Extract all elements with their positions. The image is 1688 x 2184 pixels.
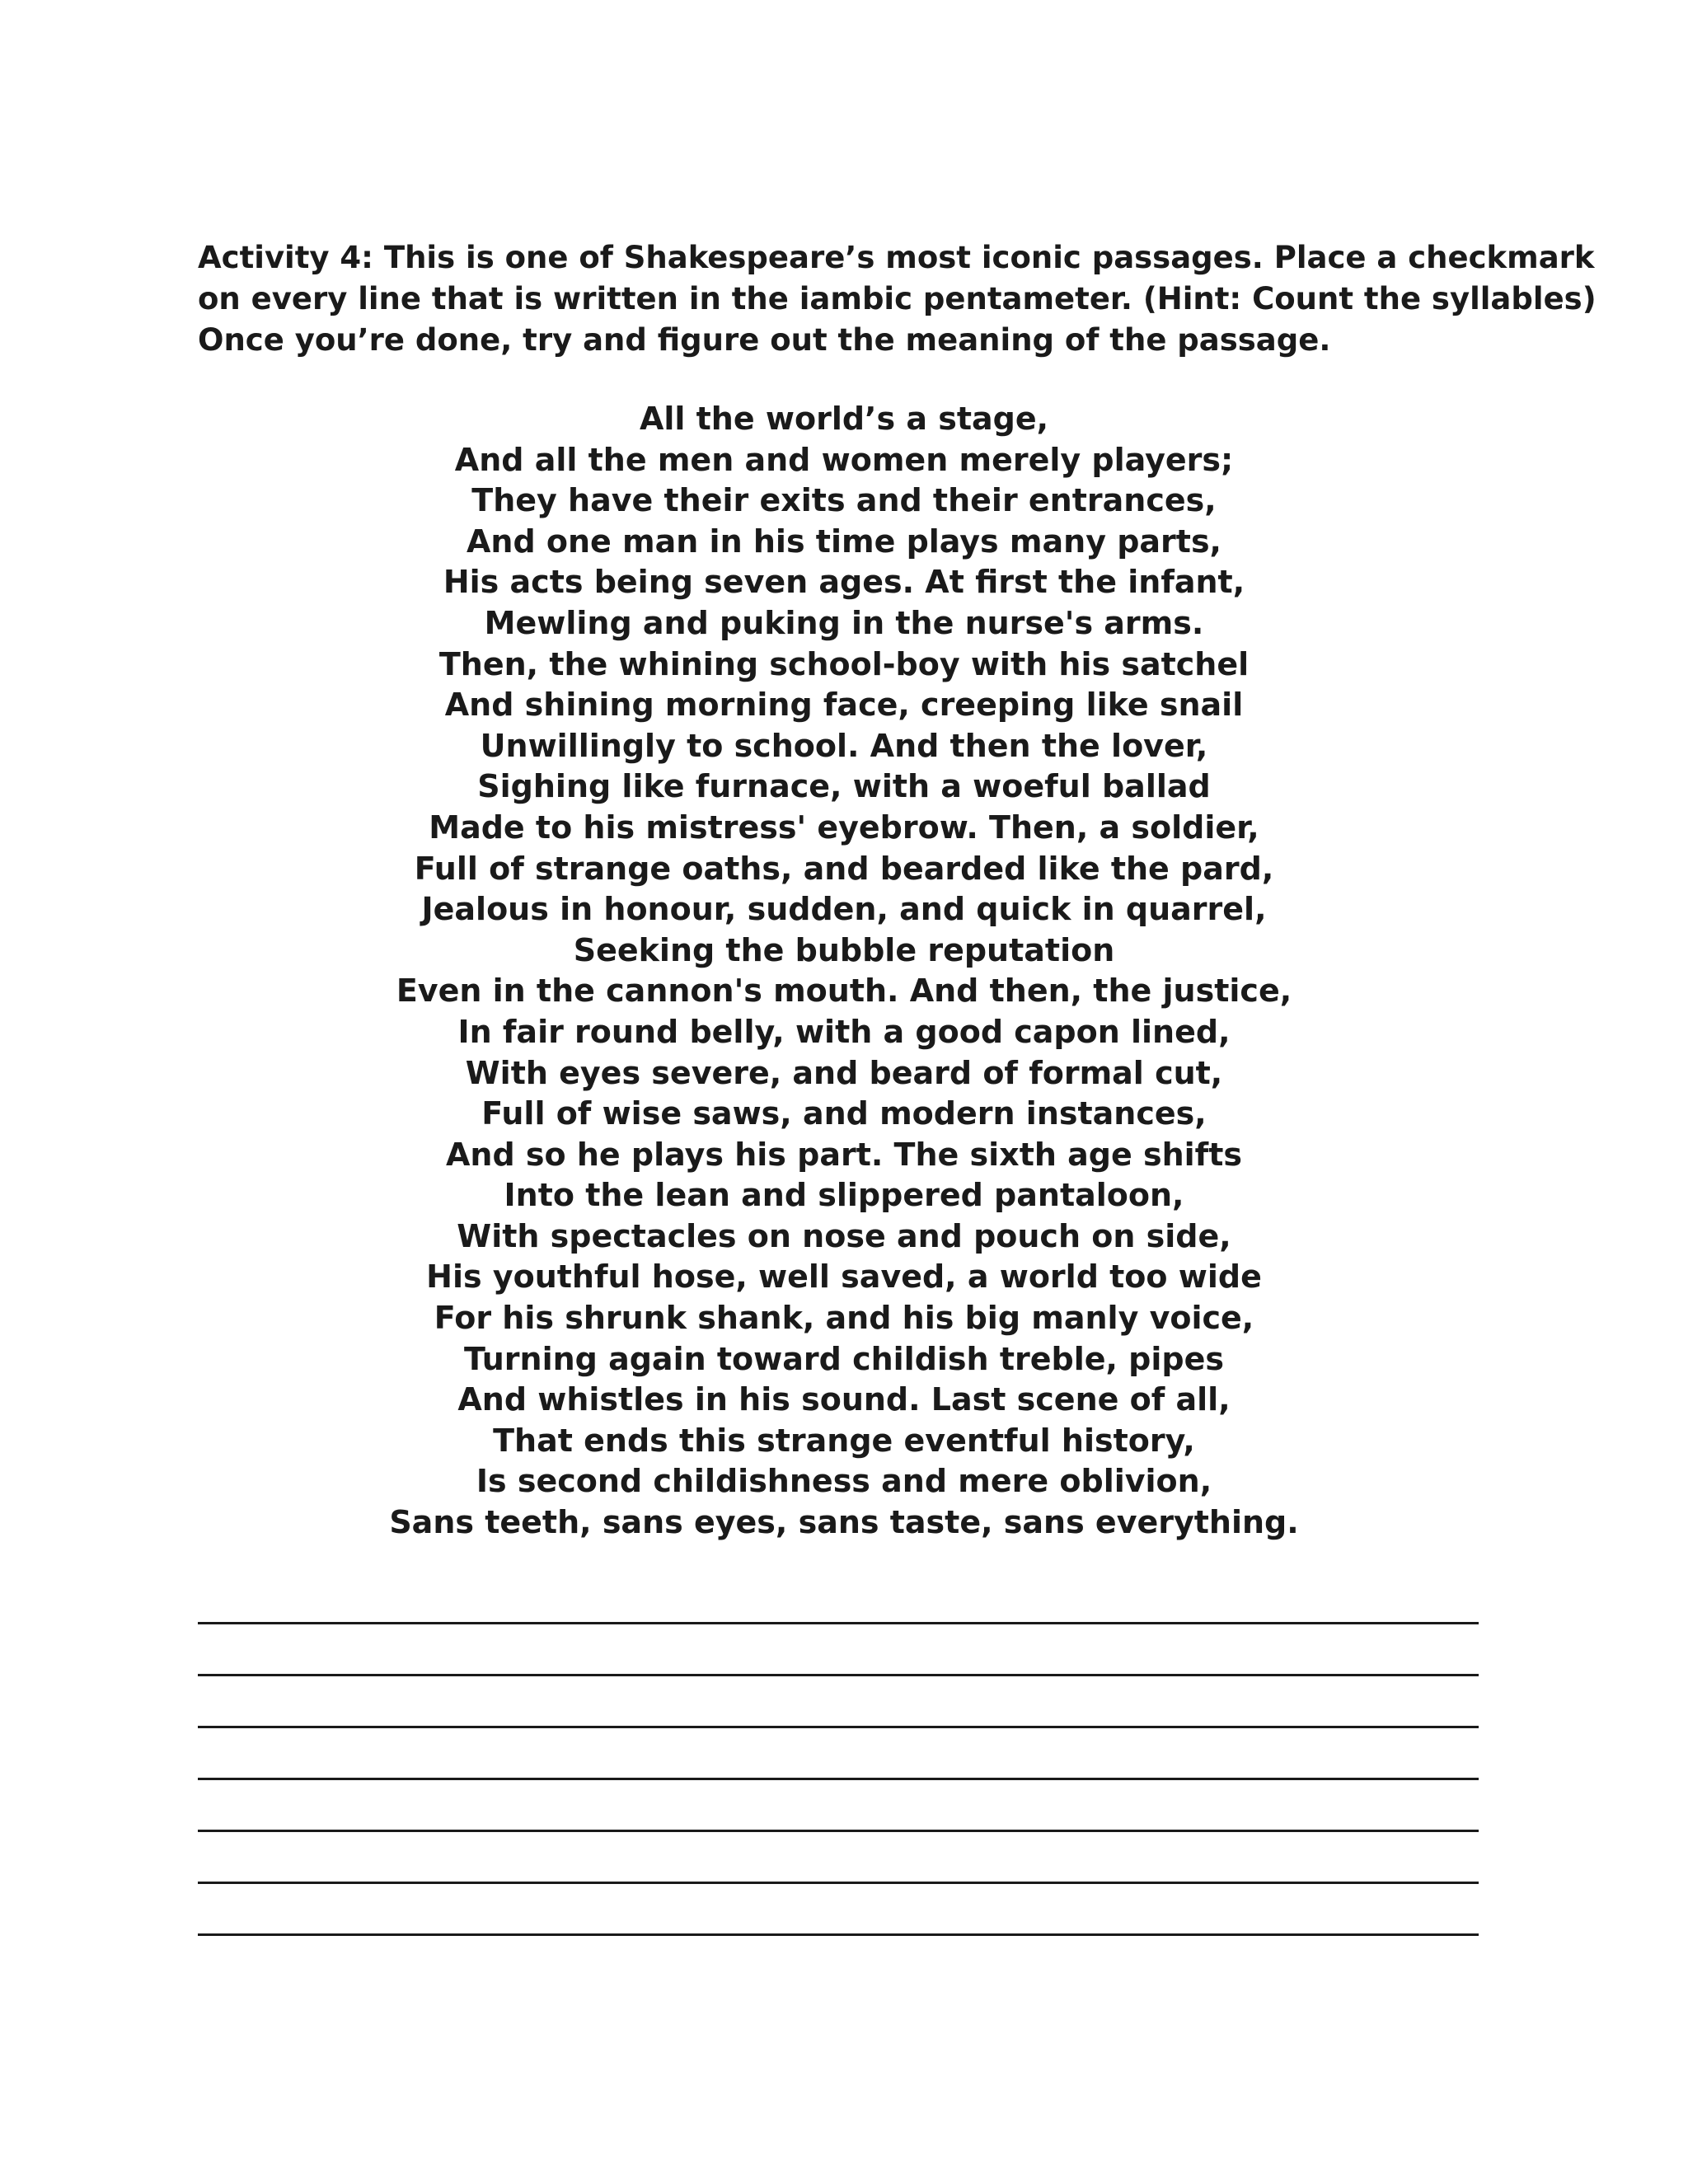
writing-line[interactable] xyxy=(198,1726,1479,1728)
poem-line: They have their exits and their entrances, xyxy=(471,482,1217,519)
instruction-line: Activity 4: This is one of Shakespeare’s most iconic passages. Place a checkmark xyxy=(198,240,1595,275)
writing-line[interactable] xyxy=(198,1622,1479,1624)
instruction-line: on every line that is written in the iambic pentameter. (Hint: Count the syllables) xyxy=(198,281,1597,316)
poem-line: That ends this strange eventful history, xyxy=(493,1422,1195,1459)
poem-line: Made to his mistress' eyebrow. Then, a soldier, xyxy=(429,808,1259,846)
writing-line[interactable] xyxy=(198,1933,1479,1936)
poem-line: Is second childishness and mere oblivion, xyxy=(476,1463,1212,1500)
writing-line[interactable] xyxy=(198,1882,1479,1884)
activity-instructions xyxy=(198,237,1597,361)
poem-line: Mewling and puking in the nurse's arms. xyxy=(484,604,1204,641)
poem-line: In fair round belly, with a good capon lined, xyxy=(457,1013,1231,1050)
poem-line: With eyes severe, and beard of formal cut, xyxy=(465,1054,1223,1091)
poem-line: Turning again toward childish treble, pipes xyxy=(463,1340,1224,1377)
poem-line: Full of strange oaths, and bearded like the pard, xyxy=(414,850,1274,887)
poem-line: His acts being seven ages. At first the infant, xyxy=(443,564,1245,601)
poem-line: Sans teeth, sans eyes, sans taste, sans everything. xyxy=(389,1504,1299,1541)
poem-line: And all the men and women merely players; xyxy=(454,441,1234,478)
poem-line: Sighing like furnace, with a woeful ballad xyxy=(477,768,1211,805)
poem-line: Then, the whining school-boy with his satchel xyxy=(438,645,1250,682)
writing-line[interactable] xyxy=(198,1830,1479,1832)
poem-line: And one man in his time plays many parts, xyxy=(466,523,1221,560)
poem-line: And so he plays his part. The sixth age shifts xyxy=(446,1136,1242,1173)
poem-line: With spectacles on nose and pouch on side, xyxy=(457,1217,1231,1254)
poem-line: Full of wise saws, and modern instances, xyxy=(481,1095,1207,1132)
instruction-line: Once you’re done, try and figure out the meaning of the passage. xyxy=(198,322,1331,358)
poem-line: All the world’s a stage, xyxy=(639,401,1049,437)
writing-line[interactable] xyxy=(198,1674,1479,1676)
poem-line: And shining morning face, creeping like snail xyxy=(444,687,1244,724)
poem-line: For his shrunk shank, and his big manly voice, xyxy=(434,1300,1254,1337)
writing-line[interactable] xyxy=(198,1778,1479,1780)
poem-line: His youthful hose, well saved, a world too wide xyxy=(426,1258,1262,1296)
poem-line: And whistles in his sound. Last scene of all, xyxy=(457,1381,1231,1418)
answer-writing-area[interactable] xyxy=(198,1622,1479,1985)
poem-passage xyxy=(0,399,1688,1544)
poem-line: Seeking the bubble reputation xyxy=(573,931,1115,968)
poem-line: Into the lean and slippered pantaloon, xyxy=(504,1177,1184,1214)
poem-line: Even in the cannon's mouth. And then, the justice, xyxy=(396,972,1292,1010)
poem-line: Jealous in honour, sudden, and quick in quarrel, xyxy=(421,891,1267,928)
poem-line: Unwillingly to school. And then the lover, xyxy=(480,727,1208,764)
